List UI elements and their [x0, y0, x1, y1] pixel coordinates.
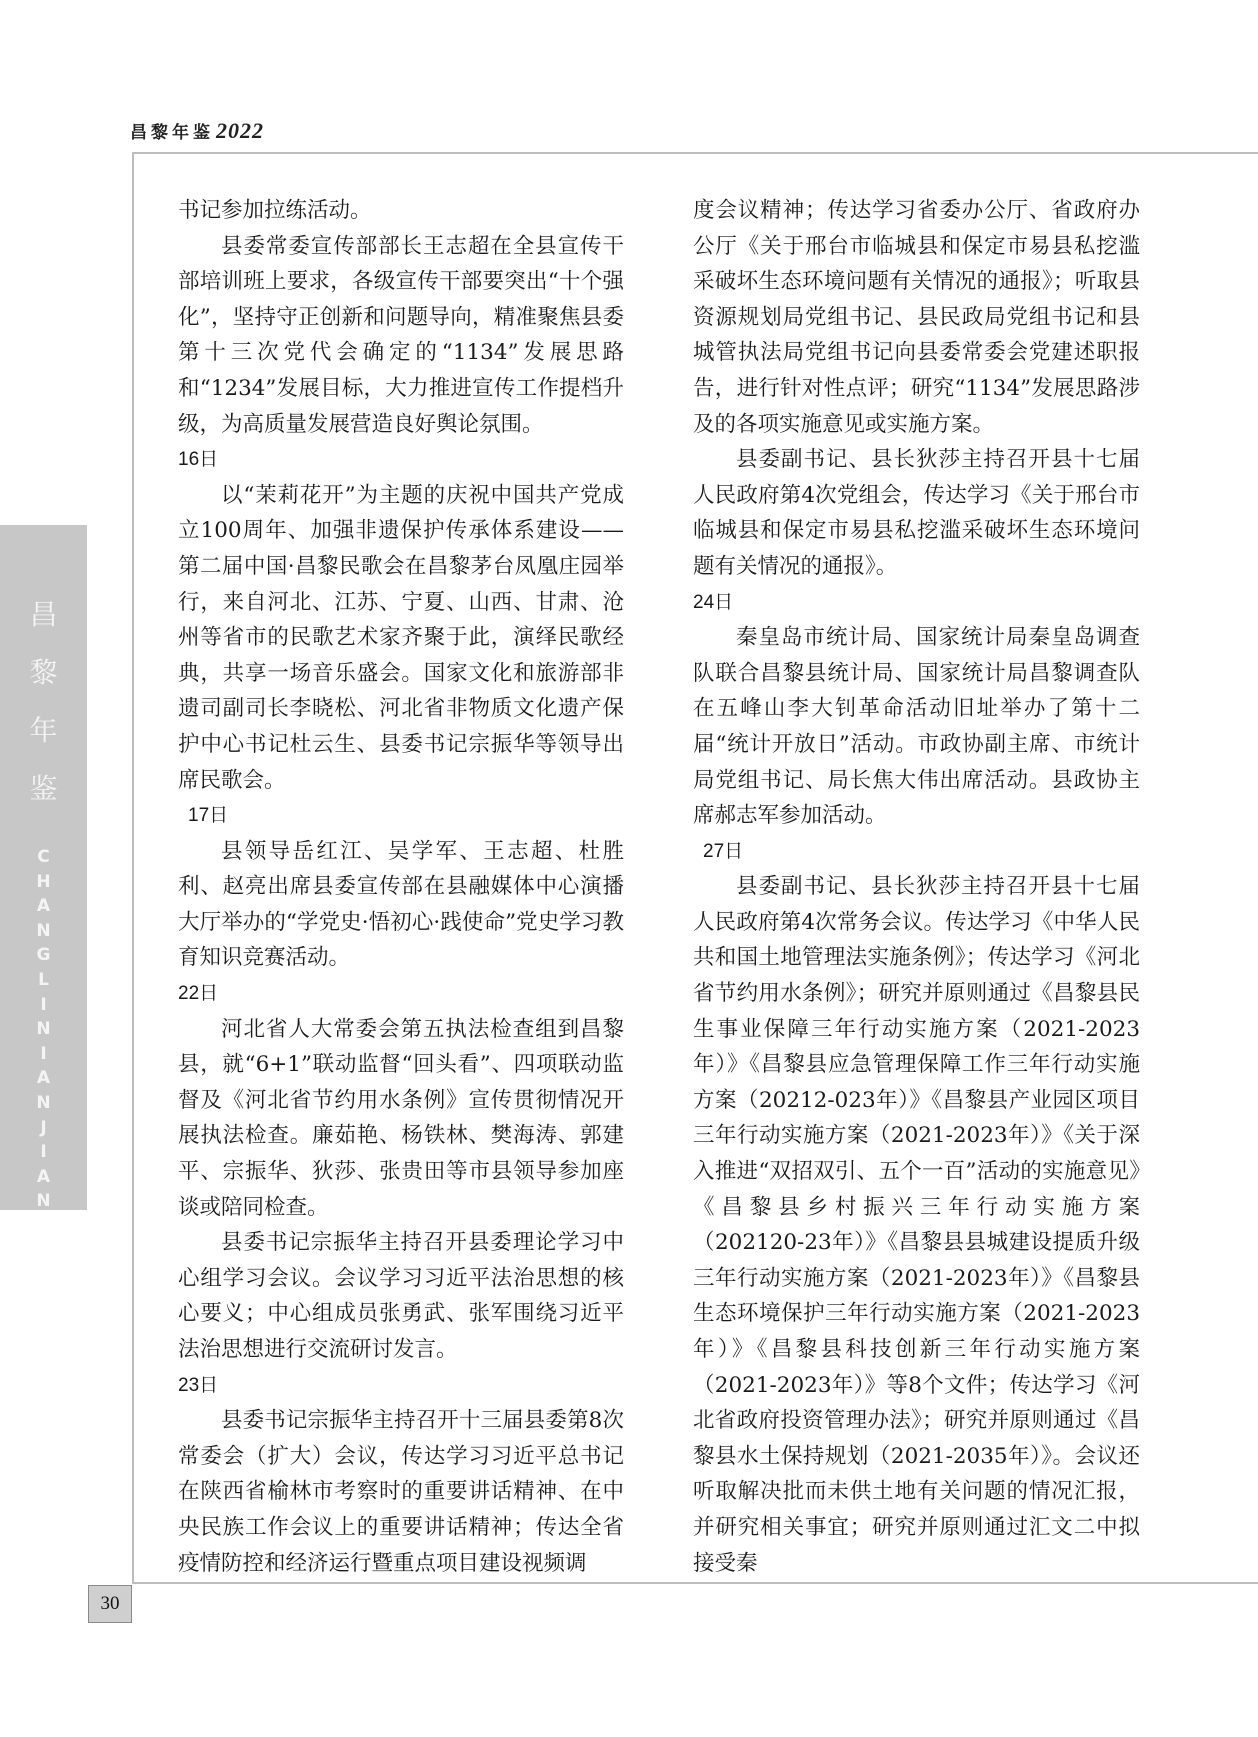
- side-title-char-2: 黎: [29, 656, 58, 689]
- frame-left-rule: [132, 152, 134, 1582]
- paragraph: 县委副书记、县长狄莎主持召开县十七届人民政府第4次常务会议。传达学习《中华人民共和国土地管理法实施条例》；传达学习《河北省节约用水条例》；研究并原则通过《昌黎县民生事业保障三年行动实施方案（2021-2023年）》《昌黎县应急管理保障工作三年行动实施方案（20212-023年）》《昌黎县产业园区项目三年行动实施方案（2021-2023年）》《关于深入推进“双招双引、五个一百”活动的实施意见》《昌黎县乡村振兴三年行动实施方案（202120-23年）》《昌黎县县城建设提质升级三年行动实施方案（2021-2023年）》《昌黎县生态环境保护三年行动实施方案（2021-2023年）》《昌黎县科技创新三年行动实施方案（2021-2023年）》等8个文件；传达学习《河北省政府投资管理办法》；研究并原则通过《昌黎县水土保持规划（2021-2035年）》。会议还听取解决批而未供土地有关问题的情况汇报，并研究相关事宜；研究并原则通过汇文二中拟接受秦: [693, 874, 1140, 1576]
- date-heading: 24日: [693, 591, 734, 613]
- date-heading: 23日: [178, 1374, 219, 1396]
- side-title-char-3: 年: [29, 714, 58, 747]
- frame-bottom-rule: [132, 1582, 1258, 1584]
- paragraph: 县委副书记、县长狄莎主持召开县十七届人民政府第4次党组会，传达学习《关于邢台市临城县和保定市易县私挖滥采破坏生态环境问题有关情况的通报》。: [693, 447, 1140, 579]
- yearbook-title: 昌黎年鉴: [130, 123, 214, 143]
- date-heading: 16日: [178, 449, 219, 471]
- page-number: 30: [88, 1585, 132, 1623]
- date-heading: 27日: [703, 840, 744, 862]
- paragraph: 书记参加拉练活动。: [178, 198, 372, 223]
- paragraph: 县委书记宗振华主持召开十三届县委第8次常委会（扩大）会议，传达学习习近平总书记在陕西省榆林市考察时的重要讲话精神、在中央民族工作会议上的重要讲话精神；传达全省疫情防控和经济运行暨重点项目建设视频调: [178, 1408, 624, 1576]
- paragraph: 县委书记宗振华主持召开县委理论学习中心组学习会议。会议学习习近平法治思想的核心要义；中心组成员张勇武、张军围绕习近平法治思想进行交流研讨发言。: [178, 1230, 624, 1362]
- paragraph: 度会议精神；传达学习省委办公厅、省政府办公厅《关于邢台市临城县和保定市易县私挖滥采破坏生态环境问题有关情况的通报》；听取县资源规划局党组书记、县民政局党组书记和县城管执法局党组书记向县委常委会党建述职报告，进行针对性点评；研究“1134”发展思路涉及的各项实施意见或实施方案。: [693, 198, 1140, 437]
- left-column: [178, 193, 624, 1581]
- side-tab: [0, 525, 87, 1210]
- side-title-char-1: 昌: [29, 598, 58, 631]
- paragraph: 县委常委宣传部部长王志超在全县宣传干部培训班上要求，各级宣传干部要突出“十个强化”，坚持守正创新和问题导向，精准聚焦县委第十三次党代会确定的“1134”发展思路和“1234”发展目标，大力推进宣传工作提档升级，为高质量发展营造良好舆论氛围。: [178, 233, 624, 437]
- yearbook-year: 2022: [216, 118, 264, 143]
- running-header: [130, 118, 264, 144]
- date-heading: 17日: [188, 805, 229, 827]
- paragraph: 县领导岳红江、吴学军、王志超、杜胜利、赵亮出席县委宣传部在县融媒体中心演播大厅举办的“学党史·悟初心·践使命”党史学习教育知识竞赛活动。: [178, 838, 624, 971]
- right-column: [693, 193, 1140, 1581]
- paragraph: 河北省人大常委会第五执法检查组到昌黎县，就“6+1”联动监督“回头看”、四项联动监督及《河北省节约用水条例》宣传贯彻情况开展执法检查。廉茹艳、杨铁林、樊海涛、郭建平、宗振华、狄莎、张贵田等市县领导参加座谈或陪同检查。: [178, 1016, 624, 1220]
- paragraph: 以“茉莉花开”为主题的庆祝中国共产党成立100周年、加强非遗保护传承体系建设——第二届中国·昌黎民歌会在昌黎茅台凤凰庄园举行，来自河北、江苏、宁夏、山西、甘肃、沧州等省市的民歌艺术家齐聚于此，演绎民歌经典，共享一场音乐盛会。国家文化和旅游部非遗司副司长李晓松、河北省非物质文化遗产保护中心书记杜云生、县委书记宗振华等领导出席民歌会。: [178, 482, 624, 793]
- side-pinyin: C H A N G L I N I A N J I A N: [36, 847, 51, 1212]
- side-title-char-4: 鉴: [29, 772, 58, 805]
- frame-top-rule: [132, 152, 1258, 154]
- date-heading: 22日: [178, 983, 219, 1005]
- paragraph: 秦皇岛市统计局、国家统计局秦皇岛调查队联合昌黎县统计局、国家统计局昌黎调查队在五峰山李大钊革命活动旧址举办了第十二届“统计开放日”活动。市政协副主席、市统计局党组书记、局长焦大伟出席活动。县政协主席郝志军参加活动。: [693, 625, 1140, 829]
